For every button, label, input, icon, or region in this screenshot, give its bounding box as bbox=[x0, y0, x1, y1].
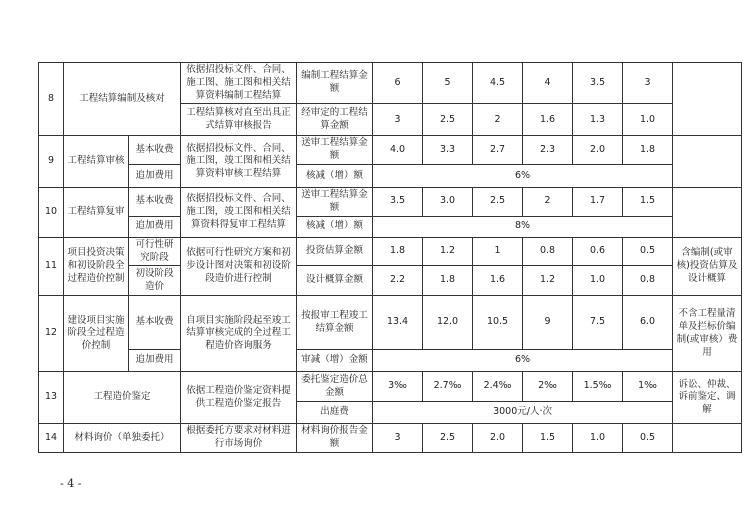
service-basis: 自项目实施阶段起至竣工结算审核完成的全过程工程造价咨询服务 bbox=[181, 296, 297, 372]
fee-standard-table bbox=[38, 62, 742, 453]
fee-type: 基本收费 bbox=[129, 188, 181, 217]
rate-cell: 2.0 bbox=[573, 136, 623, 165]
rate-cell: 0.5 bbox=[623, 424, 673, 453]
row-number: 8 bbox=[39, 63, 64, 136]
fee-base: 投资估算金额 bbox=[297, 237, 373, 266]
rate-cell: 1.3 bbox=[573, 104, 623, 136]
fee-base: 设计概算金额 bbox=[297, 266, 373, 296]
table-row bbox=[39, 350, 742, 372]
fee-base: 审减（增）金额 bbox=[297, 350, 373, 372]
rate-cell: 13.4 bbox=[373, 296, 423, 350]
rate-cell: 2.5 bbox=[473, 188, 523, 217]
fee-type: 追加费用 bbox=[129, 216, 181, 237]
extra-rate: 8% bbox=[373, 216, 673, 237]
service-basis: 依据招投标文件、合同、施工图，竣工图和相关结算资料得复审工程结算 bbox=[181, 188, 297, 238]
rate-cell: 6 bbox=[373, 63, 423, 104]
remark-cell: 诉讼、仲裁、诉前鉴定、调解 bbox=[673, 372, 742, 424]
rate-cell: 2.7‰ bbox=[423, 372, 473, 402]
service-basis: 工程结算核对直至出具正式结算审核报告 bbox=[181, 104, 297, 136]
rate-cell: 3.0 bbox=[423, 188, 473, 217]
fee-base: 编制工程结算金额 bbox=[297, 63, 373, 104]
remark-cell bbox=[673, 136, 742, 188]
rate-cell: 1.0 bbox=[623, 104, 673, 136]
remark-cell: 含编制(或审核)投资估算及设计概算 bbox=[673, 237, 742, 296]
rate-cell: 4 bbox=[523, 63, 573, 104]
page-number: - 4 - bbox=[60, 477, 82, 490]
fee-base: 核减（增）额 bbox=[297, 165, 373, 188]
rate-cell: 2.4‰ bbox=[473, 372, 523, 402]
rate-cell: 4.5 bbox=[473, 63, 523, 104]
rate-cell: 0.6 bbox=[573, 237, 623, 266]
rate-cell: 3‰ bbox=[373, 372, 423, 402]
remark-cell bbox=[673, 424, 742, 453]
service-basis: 依据工程造价鉴定资料提供工程造价鉴定报告 bbox=[181, 372, 297, 424]
rate-cell: 10.5 bbox=[473, 296, 523, 350]
row-number: 12 bbox=[39, 296, 64, 372]
table-row bbox=[39, 296, 742, 350]
rate-cell: 2‰ bbox=[523, 372, 573, 402]
extra-rate: 3000元/人·次 bbox=[373, 402, 673, 424]
rate-cell: 1 bbox=[473, 237, 523, 266]
rate-cell: 1.2 bbox=[423, 237, 473, 266]
fee-base: 经审定的工程结算金额 bbox=[297, 104, 373, 136]
rate-cell: 3 bbox=[623, 63, 673, 104]
remark-cell bbox=[673, 188, 742, 238]
rate-cell: 7.5 bbox=[573, 296, 623, 350]
rate-cell: 1.6 bbox=[523, 104, 573, 136]
service-name: 工程结算编制及核对 bbox=[64, 63, 181, 136]
rate-cell: 1.5 bbox=[623, 188, 673, 217]
service-name: 工程结算复审 bbox=[64, 188, 129, 238]
fee-base: 按报审工程竣工结算金额 bbox=[297, 296, 373, 350]
rate-cell: 1.2 bbox=[523, 266, 573, 296]
table-row bbox=[39, 216, 742, 237]
service-basis: 依据招投标文件、合同、施工图，竣工图和相关结算资料审核工程结算 bbox=[181, 136, 297, 188]
service-basis: 依据可行性研究方案和初步设计图对决策和初设阶段造价进行控制 bbox=[181, 237, 297, 296]
rate-cell: 2.7 bbox=[473, 136, 523, 165]
rate-cell: 3.5 bbox=[573, 63, 623, 104]
remark-cell: 不含工程量清单及拦标价编制(或审核）费用 bbox=[673, 296, 742, 372]
row-number: 13 bbox=[39, 372, 64, 424]
rate-cell: 1.0 bbox=[573, 266, 623, 296]
service-basis: 根据委托方要求对材料进行市场询价 bbox=[181, 424, 297, 453]
rate-cell: 2.0 bbox=[473, 424, 523, 453]
rate-cell: 0.8 bbox=[623, 266, 673, 296]
rate-cell: 3 bbox=[373, 424, 423, 453]
table-row bbox=[39, 63, 742, 104]
rate-cell: 0.8 bbox=[523, 237, 573, 266]
fee-type: 追加费用 bbox=[129, 350, 181, 372]
fee-type: 可行性研究阶段 bbox=[129, 237, 181, 266]
rate-cell: 2 bbox=[473, 104, 523, 136]
table-row bbox=[39, 188, 742, 217]
fee-type: 基本收费 bbox=[129, 136, 181, 165]
fee-base: 材料询价报告金额 bbox=[297, 424, 373, 453]
rate-cell: 3.3 bbox=[423, 136, 473, 165]
rate-cell: 3 bbox=[373, 104, 423, 136]
rate-cell: 9 bbox=[523, 296, 573, 350]
service-name: 建设项目实施阶段全过程造价控制 bbox=[64, 296, 129, 372]
remark-cell bbox=[673, 63, 742, 136]
fee-type: 追加费用 bbox=[129, 165, 181, 188]
table-row bbox=[39, 266, 742, 296]
fee-type: 初设阶段造价 bbox=[129, 266, 181, 296]
rate-cell: 1.7 bbox=[573, 188, 623, 217]
rate-cell: 1.8 bbox=[423, 266, 473, 296]
rate-cell: 1.5 bbox=[523, 424, 573, 453]
fee-base: 出庭费 bbox=[297, 402, 373, 424]
rate-cell: 5 bbox=[423, 63, 473, 104]
fee-base: 委托鉴定造价总金额 bbox=[297, 372, 373, 402]
service-name: 工程造价鉴定 bbox=[64, 372, 181, 424]
rate-cell: 1.0 bbox=[573, 424, 623, 453]
row-number: 11 bbox=[39, 237, 64, 296]
extra-rate: 6% bbox=[373, 165, 673, 188]
service-name: 项目投资决策和初设阶段全过程造价控制 bbox=[64, 237, 129, 296]
rate-cell: 2.2 bbox=[373, 266, 423, 296]
row-number: 14 bbox=[39, 424, 64, 453]
fee-base: 送审工程结算金额 bbox=[297, 136, 373, 165]
rate-cell: 2.3 bbox=[523, 136, 573, 165]
fee-base: 送审工程结算金额 bbox=[297, 188, 373, 217]
rate-cell: 1.8 bbox=[373, 237, 423, 266]
service-basis: 依据招投标文件、合同、施工图、施工图和相关结算资料编制工程结算 bbox=[181, 63, 297, 104]
rate-cell: 1.8 bbox=[623, 136, 673, 165]
rate-cell: 3.5 bbox=[373, 188, 423, 217]
table-row bbox=[39, 372, 742, 402]
table-row bbox=[39, 424, 742, 453]
rate-cell: 4.0 bbox=[373, 136, 423, 165]
service-name: 工程结算审核 bbox=[64, 136, 129, 188]
rate-cell: 2.5 bbox=[423, 104, 473, 136]
service-name: 材料询价（单独委托） bbox=[64, 424, 181, 453]
fee-base: 核减（增）额 bbox=[297, 216, 373, 237]
table-row bbox=[39, 237, 742, 266]
row-number: 9 bbox=[39, 136, 64, 188]
rate-cell: 6.0 bbox=[623, 296, 673, 350]
extra-rate: 6% bbox=[373, 350, 673, 372]
fee-type: 基本收费 bbox=[129, 296, 181, 350]
rate-cell: 1.5‰ bbox=[573, 372, 623, 402]
table-row bbox=[39, 165, 742, 188]
rate-cell: 2.5 bbox=[423, 424, 473, 453]
table-row bbox=[39, 136, 742, 165]
rate-cell: 12.0 bbox=[423, 296, 473, 350]
rate-cell: 2 bbox=[523, 188, 573, 217]
row-number: 10 bbox=[39, 188, 64, 238]
rate-cell: 0.5 bbox=[623, 237, 673, 266]
rate-cell: 1.6 bbox=[473, 266, 523, 296]
rate-cell: 1‰ bbox=[623, 372, 673, 402]
